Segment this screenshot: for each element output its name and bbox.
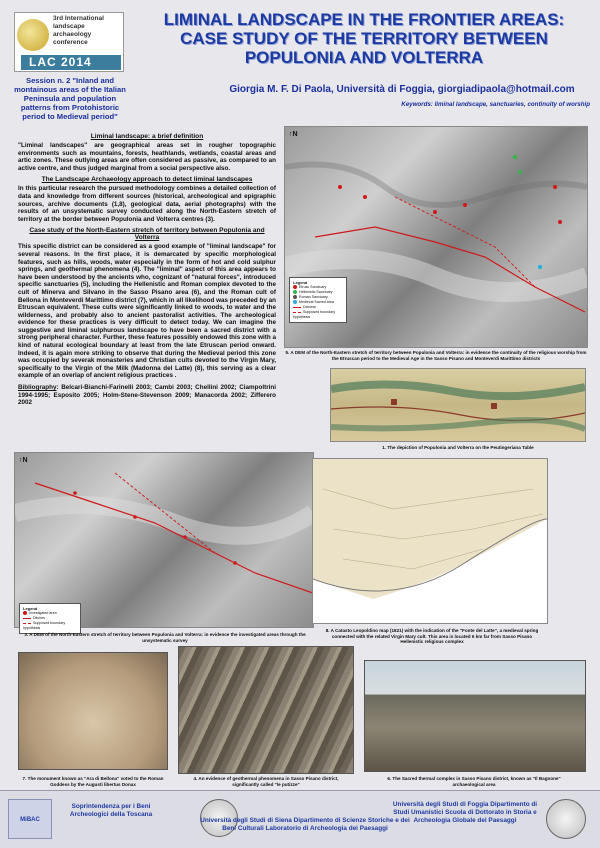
- figure-8-drawing: [313, 459, 547, 623]
- legend-item: Etrusc Sanctuary: [293, 285, 343, 290]
- figure-6-bagnone-photo: [364, 660, 586, 772]
- figure-6-caption: 6. The Sacred thermal complex in Sasso Pisano district, known as "Il Bagnone" archaeological area: [387, 776, 561, 787]
- figure-1-caption: 1. The depiction of Populonia and Volterra on the Peutingeriana Table: [382, 445, 534, 450]
- dashed-line-icon: [23, 623, 31, 624]
- bibliography: [18, 384, 276, 407]
- poster-title: LIMINAL LANDSCAPE IN THE FRONTIER AREAS: CASE STUDY OF THE TERRITORY BETWEEN POPULONIA AND VOLTERRA: [163, 10, 565, 67]
- north-arrow-icon: ↑N: [289, 131, 298, 138]
- figure-5-legend: [289, 277, 347, 323]
- figure-4-caption: 4. An evidence of geothermal phenomena in Sasso Pisano district, significantly called "le putizze": [193, 776, 339, 787]
- section-heading-definition: Liminal landscape: a brief definition: [90, 133, 204, 140]
- bibliography-label: Bibliography: [18, 384, 57, 392]
- legend-item: Diocese: [293, 305, 343, 310]
- figure-3-overlay: [15, 453, 313, 627]
- legend-title: Legend: [23, 606, 38, 611]
- bibliography-text: : Belcari-Bianchi-Farinelli 2003; Cambi 2003; Chellini 2002; Ciampoltrini 1994-1995; Esposito 2005; Holm-Stene-Stevenson 2009; Manacorda 2002; Zifferero 2002: [18, 384, 276, 407]
- figure-4-geothermal-photo: [178, 646, 354, 774]
- section-body-definition: "Liminal landscapes" are geographical areas set in rougher topographic environments such as mountains, forests, heathlands, wetlands, coastal areas and artic zones. These outlying areas are often considered as passive, as compared to an active centre, and thus judged marginal from a social perspective also.: [18, 142, 276, 172]
- legend-title: Legend: [293, 280, 308, 285]
- figure-3-legend: [19, 603, 81, 634]
- legend-item: Ditches: [23, 616, 77, 621]
- session-title: Session n. 2 "Inland and montainous areas of the Italian Peninsula and population patterns from Protohistoric period to Medieval period": [14, 76, 126, 121]
- footer-soprintendenza: Soprintendenza per i Beni Archeologici della Toscana: [69, 803, 153, 818]
- green-dot-icon: [293, 290, 297, 294]
- line-icon: [23, 618, 31, 619]
- keywords: Keywords: liminal landscape, sanctuaries, continuity of worship: [401, 101, 590, 108]
- footer-foggia: Università degli Studi di Foggia Dipartimento di Studi Umanistici Scuola di Dottorato in Storia e Archeologia Globale dei Paesaggi: [392, 801, 538, 824]
- foggia-seal-icon: [546, 799, 586, 839]
- figure-3-caption: 3. A DEM of the North-Eastern stretch of territory between Populonia and Volterra: in evidence the investigated areas through the unsystematic survey: [24, 632, 306, 643]
- dashed-line-icon: [293, 312, 301, 313]
- mibac-logo: MiBAC: [8, 799, 52, 839]
- figure-1-peutingeriana-table: [330, 368, 586, 442]
- legend-item: Roman Sanctuary: [293, 295, 343, 300]
- figure-1-drawing: [331, 369, 585, 441]
- north-arrow-icon: ↑N: [19, 457, 28, 464]
- blue-dot-icon: [293, 300, 297, 304]
- gray-dot-icon: [293, 295, 297, 299]
- legend-item: Medieval Sacred area: [293, 300, 343, 305]
- figure-5-dem-map: [284, 126, 588, 348]
- section-heading-case-study: Case study of the North-Eastern stretch of territory between Populonia and Volterra: [29, 227, 265, 242]
- legend-item: Supposed boundary hypothesis: [293, 310, 336, 319]
- figure-7-caption: 7. The monument known as "Ara di Bellona" voted to the Roman Goddess by the Augusti libertus Donax: [22, 776, 164, 787]
- footer: [0, 790, 600, 848]
- legend-item: Investigated area: [23, 611, 77, 616]
- figure-5-caption: 5. A DEM of the North-Eastern stretch of territory between Populonia and Volterra: in evidence the continuity of the religious worship from the Etruscan period to the Medieval Age in the Sasso Pisano and Monteverdi Marittimo districts: [285, 350, 587, 361]
- figure-8-catasto-map: [312, 458, 548, 624]
- figure-7-ara-di-bellona-photo: [18, 652, 168, 770]
- text-column: [18, 130, 276, 411]
- figure-8-caption: 8. A Catasto Leopoldino map (1821) with the indication of the "Fonte del Latte", a medieval spring connected with the related Virgin Mary cult. This area is located 6 km far from Sasso Pisano Hellenistic religious complex: [325, 628, 539, 645]
- section-heading-approach: The Landscape Archaeology approach to detect liminal landscapes: [41, 176, 253, 184]
- logo-badge: LAC 2014: [21, 55, 121, 70]
- footer-siena: Università degli Studi di Siena Dipartimento di Scienze Storiche e dei Beni Culturali Laboratorio di Archeologia dei Paesaggi: [200, 817, 410, 832]
- red-dot-icon: [23, 611, 27, 615]
- author-line: Giorgia M. F. Di Paola, Università di Foggia, giorgiadipaola@hotmail.com: [229, 84, 575, 95]
- legend-item: Hellenistic Sanctuary: [293, 290, 343, 295]
- section-body-case-study: This specific district can be considered as a good example of "liminal landscape" for several reasons. In the first place, it is demarcated by specific morphological features, such as hills, woods, water especially in the form of hot and cold sulphur springs, and geothermal phenomena (4). The "liminal" aspect of this area appears to have been understood by the ancients who, cognizant of "natural forces", introduced specific sanctuaries (5), including the Hellenistic and Roman complex devoted to the cult of Minerva and Silvano in the Sasso Pisano area (6), and the Roman cult of Bellona in Monteverdi Marittimo district (7), which in all likelihood was preceded by an Etruscan equivalent. These cults were significantly linked to woods, to water and the wilderness, and probably also to ancient pastoralist activities. The archeological evidence for these practices is very difficult to detect today. We can imagine the suggestive and liminal sulphurous landscape to have been a sacred district with a strong peripheral character. Further, these features possibly endowed this zone with a kind of natural ecological boundary at least from the late Etruscan period onward. Indeed, it is again more striking to observe that during the Medieval period this zone was occupied by severak monasteries and Christian cults devoted to the Virgin Mary, specifically to the Virgin of the Milk (Madonna del Latte) (8), this serving as a clear example of an overlap of ancient religious practices .: [18, 243, 276, 380]
- legend-item: Supposed boundary hypothesis: [23, 621, 66, 630]
- section-body-approach: In this particular research the pursued methodology combines a detailed collection of data and knowledge from different sources (historical, archeological and epigraphic sources, archive documents (1,8), geological data, aerial photographs) with the results of an unsystematic survey conducted along the North-Eastern stretch of territory at the border between Populonia and Volterra centres (3).: [18, 185, 276, 223]
- figure-3-dem-map: [14, 452, 314, 628]
- line-icon: [293, 307, 301, 308]
- logo-text: 3rd International landscape archaeology conference: [53, 15, 104, 46]
- red-dot-icon: [293, 285, 297, 289]
- logo-emblem: [17, 19, 49, 51]
- conference-logo: [14, 12, 124, 72]
